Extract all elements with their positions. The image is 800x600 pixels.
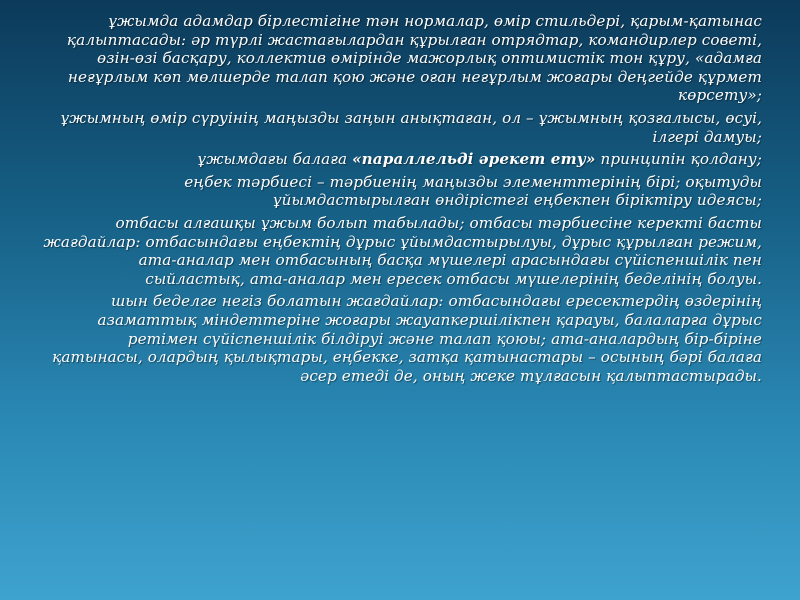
paragraph-team-law: ұжымның өмір сүруінің маңызды заңын анықтаған, ол – ұжымның қозғалысы, өсуі, ілгері дамуы;	[60, 108, 762, 146]
paragraph-team-norms: ұжымда адамдар бірлестігіне тән нормалар, өмір стильдері, қарым-қатынас қалыптасады: әр түрлі жастағылардан құрылған отрядтар, командирлер советі, өзін-өзі басқару, коллектив өмірінде мажорлық оптимистік тон құру, «адамға неғұрлым көп мөлшерде талап қою және оған неғұрлым жоғары деңгейде құрмет көрсету»;	[66, 12, 762, 105]
paragraph-family: отбасы алғашқы ұжым болып табылады; отбасы тәрбиесіне керекті басты жағдайлар: отбасындағы еңбектің дұрыс ұйымдастырылуы, дұрыс құрылған режим, ата-аналар мен отбасының басқа мүшелері арасындағы сүйіспеншілік пен сыйластық, ата-аналар мен ересек отбасы мүшелерінің беделінің болуы.	[43, 213, 762, 288]
paragraph-labor-education: еңбек тәрбиесі – тәрбиенің маңызды элементтерінің бірі; оқытуды ұйымдастырылған өндірістегі еңбекпен біріктіру идеясы;	[184, 172, 762, 210]
parallel-action-principle: «параллельді әрекет ету»	[352, 150, 596, 169]
paragraph-parallel-action	[40, 150, 762, 169]
slide-text-body	[40, 12, 762, 389]
paragraph-authority: шын беделге негіз болатын жағдайлар: отбасындағы ересектердің өздерінің азаматтық міндеттеріне жоғары жауапкершілікпен қарауы, балаларға дұрыс ретімен сүйіспеншілік білдіруі және талап қоюы; ата-аналардың бір-біріне қатынасы, олардың қылықтары, еңбекке, затқа қатынастары – осының бәрі балаға әсер етеді де, оның жеке тұлғасын қалыптастырады.	[52, 292, 762, 385]
parallel-action-tail: принципін қолдану;	[595, 150, 762, 169]
parallel-action-lead: ұжымдағы балаға	[197, 150, 353, 169]
